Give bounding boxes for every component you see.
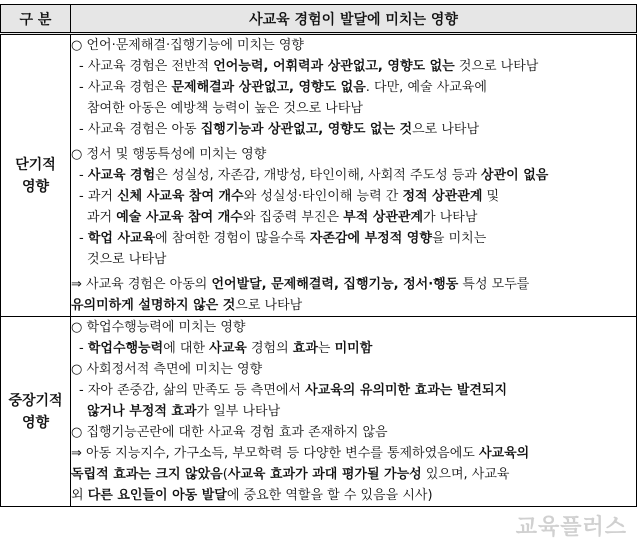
emphasis-text: 사교육의 유의미한 효과는 발견되지 bbox=[305, 383, 508, 398]
emphasis-text: 언어발달, 문제해결력, 집행기능, 정서·행동 bbox=[211, 277, 459, 292]
emphasis-text: 다른 요인들이 아동 발달 bbox=[87, 488, 227, 503]
body-text: 사교육 경험은 아동 bbox=[87, 122, 201, 137]
emphasis-text: 사교육 효과가 과대 평가될 가능성 bbox=[227, 467, 422, 482]
bullet-line bbox=[71, 165, 636, 186]
body-text: 에 대한 bbox=[163, 341, 210, 356]
table-row bbox=[1, 317, 637, 507]
emphasis-text: 학업 사교육 bbox=[87, 231, 156, 246]
continuation-line bbox=[71, 249, 636, 270]
body-text: 경험의 bbox=[246, 341, 293, 356]
emphasis-text: 자존감에 부정적 영향 bbox=[309, 231, 432, 246]
body-text: 및 bbox=[482, 189, 500, 204]
circle-bullet-icon: ○ bbox=[71, 38, 87, 53]
circle-bullet-icon: ○ bbox=[71, 147, 87, 162]
watermark-logo: 교육플러스 bbox=[515, 515, 627, 540]
emphasis-text: 부적 상관관계 bbox=[343, 210, 424, 225]
continuation-line bbox=[71, 401, 636, 422]
continuation-line bbox=[71, 295, 636, 316]
bullet-line bbox=[71, 359, 636, 380]
arrow-conclusion-icon: ⇒ bbox=[71, 446, 87, 461]
impact-table bbox=[0, 4, 637, 507]
section-label-line: 중장기적 bbox=[8, 392, 63, 409]
body-text: 있으며, 사교육 bbox=[421, 467, 510, 482]
body-text: 과거 bbox=[87, 210, 117, 225]
body-text: 학업수행능력에 미치는 영향 bbox=[86, 320, 246, 335]
section-label bbox=[1, 34, 71, 317]
body-text: ( bbox=[222, 467, 228, 482]
circle-bullet-icon: ○ bbox=[71, 320, 87, 335]
dash-bullet-icon: - bbox=[79, 189, 88, 204]
table-header-row bbox=[1, 5, 637, 34]
dash-bullet-icon: - bbox=[79, 59, 88, 74]
body-text: 아동 지능지수, 가구소득, 부모학력 등 다양한 변수를 통제하였음에도 bbox=[86, 446, 479, 461]
body-text: 참여한 아동은 예방책 능력이 높은 것으로 나타남 bbox=[87, 101, 363, 116]
body-text: . 다만, 예술 사교육에 bbox=[365, 80, 487, 95]
emphasis-text: 독립적 효과는 크지 않았음 bbox=[71, 467, 223, 482]
emphasis-text: 사교육 bbox=[209, 341, 247, 356]
bullet-line bbox=[71, 186, 636, 207]
emphasis-text: 언어능력, 어휘력과 상관없고, 영향도 없는 bbox=[213, 59, 455, 74]
dash-bullet-icon: - bbox=[79, 122, 88, 137]
continuation-line bbox=[71, 98, 636, 119]
emphasis-text: 미미함 bbox=[334, 341, 373, 356]
bullet-line bbox=[71, 56, 636, 77]
emphasis-text: 효과 bbox=[292, 341, 318, 356]
body-text: 자아 존중감, 삶의 만족도 등 측면에서 bbox=[87, 383, 306, 398]
bullet-line bbox=[71, 317, 636, 338]
emphasis-text: 예술 사교육 참여 개수 bbox=[116, 210, 243, 225]
circle-bullet-icon: ○ bbox=[71, 362, 87, 377]
body-text: 집행기능곤란에 대한 사교육 경험 효과 존재하지 않음 bbox=[86, 425, 388, 440]
body-text: 사교육 경험은 아동의 bbox=[86, 277, 212, 292]
bullet-line bbox=[71, 119, 636, 140]
continuation-line bbox=[71, 207, 636, 228]
body-text: 가 나타남 bbox=[423, 210, 478, 225]
dash-bullet-icon: - bbox=[79, 341, 88, 356]
section-label-line: 영향 bbox=[21, 178, 50, 195]
bullet-line bbox=[71, 443, 636, 464]
body-text: 와 집중력 부진은 bbox=[242, 210, 344, 225]
body-text: 와 성실성·타인이해 능력 간 bbox=[243, 189, 403, 204]
body-text: 것으로 나타남 bbox=[87, 252, 167, 267]
bullet-line bbox=[71, 422, 636, 443]
dash-bullet-icon: - bbox=[79, 80, 88, 95]
bullet-line bbox=[71, 35, 636, 56]
body-text: 특성 모두를 bbox=[458, 277, 530, 292]
body-text: 것으로 나타남 bbox=[454, 59, 539, 74]
body-text: 사교육 경험은 전반적 bbox=[87, 59, 214, 74]
bullet-line bbox=[71, 338, 636, 359]
section-label-line: 단기적 bbox=[15, 156, 56, 173]
body-text: 사교육 경험은 bbox=[87, 80, 172, 95]
bullet-line bbox=[71, 144, 636, 165]
emphasis-text: 정적 상관관계 bbox=[402, 189, 483, 204]
bullet-line bbox=[71, 77, 636, 98]
bullet-line bbox=[71, 274, 636, 295]
section-body bbox=[71, 317, 637, 507]
body-text: 언어·문제해결·집행기능에 미치는 영향 bbox=[86, 38, 304, 53]
section-label-line: 영향 bbox=[21, 414, 50, 431]
emphasis-text: 학업수행능력 bbox=[87, 341, 164, 356]
header-impact: 사교육 경험이 발달에 미치는 영향 bbox=[71, 5, 637, 34]
body-text: 정서 및 행동특성에 미치는 영향 bbox=[86, 147, 267, 162]
circle-bullet-icon: ○ bbox=[71, 425, 87, 440]
emphasis-text: 집행기능과 상관없고, 영향도 없는 것 bbox=[200, 122, 413, 137]
emphasis-text: 사교육 경험 bbox=[87, 168, 156, 183]
dash-bullet-icon: - bbox=[79, 383, 88, 398]
table-row bbox=[1, 34, 637, 317]
body-text: 에 참여한 경험이 많을수록 bbox=[155, 231, 310, 246]
bullet-line bbox=[71, 380, 636, 401]
emphasis-text: 상관이 없음 bbox=[481, 168, 549, 183]
body-text: 으로 나타남 bbox=[412, 122, 480, 137]
emphasis-text: 않거나 부정적 효과 bbox=[87, 404, 197, 419]
body-text: 가 일부 나타남 bbox=[196, 404, 281, 419]
emphasis-text: 사교육의 bbox=[478, 446, 530, 461]
body-text: 에 중요한 역할을 할 수 있음을 시사) bbox=[226, 488, 433, 503]
dash-bullet-icon: - bbox=[79, 168, 88, 183]
emphasis-text: 문제해결과 상관없고, 영향도 없음 bbox=[171, 80, 366, 95]
body-text: 는 bbox=[317, 341, 335, 356]
bullet-line bbox=[71, 228, 636, 249]
arrow-conclusion-icon: ⇒ bbox=[71, 277, 87, 292]
body-text: 과거 bbox=[87, 189, 118, 204]
body-text: 으로 나타남 bbox=[235, 298, 303, 313]
body-text: 외 bbox=[71, 488, 88, 503]
continuation-line bbox=[71, 464, 636, 485]
continuation-line bbox=[71, 485, 636, 506]
body-text: 사회정서적 측면에 미치는 영향 bbox=[86, 362, 263, 377]
emphasis-text: 신체 사교육 참여 개수 bbox=[117, 189, 244, 204]
dash-bullet-icon: - bbox=[79, 231, 88, 246]
body-text: 을 미치는 bbox=[431, 231, 487, 246]
section-body bbox=[71, 34, 637, 317]
body-text: 은 성실성, 자존감, 개방성, 타인이해, 사회적 주도성 등과 bbox=[155, 168, 482, 183]
emphasis-text: 유의미하게 설명하지 않은 것 bbox=[71, 298, 236, 313]
section-label bbox=[1, 317, 71, 507]
header-category: 구 분 bbox=[1, 5, 71, 34]
